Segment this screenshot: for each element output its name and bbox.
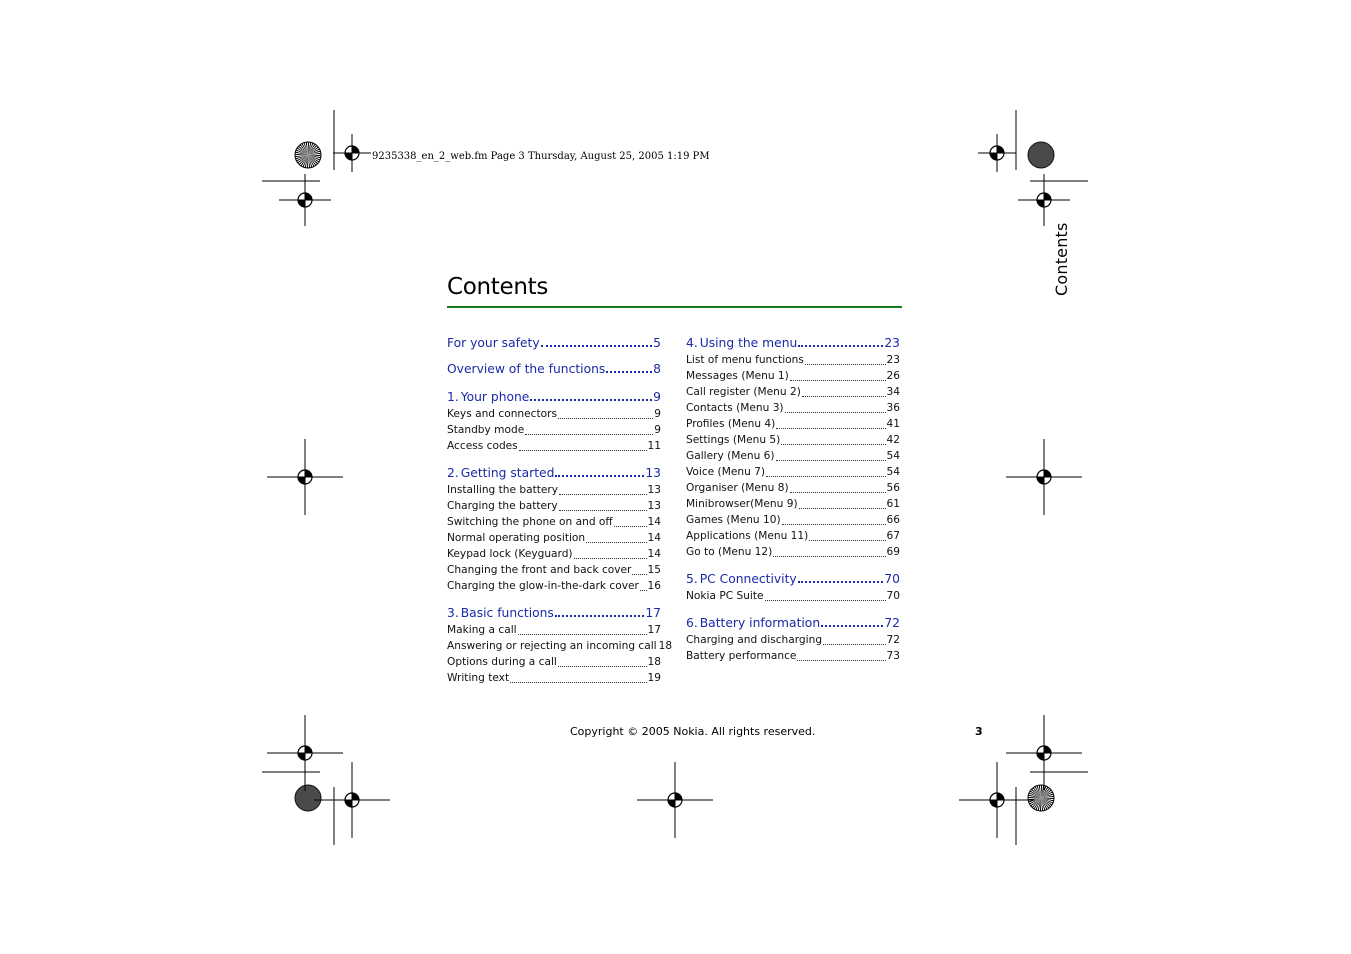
toc-entry-page: 18 — [647, 656, 661, 668]
toc-entry-title: Call register (Menu 2) — [686, 386, 801, 398]
toc-entry-page: 16 — [647, 580, 661, 592]
toc-entry-title: Answering or rejecting an incoming call — [447, 640, 657, 652]
toc-entry-link[interactable] — [447, 514, 661, 530]
toc-entry-link[interactable] — [447, 406, 661, 422]
toc-entry-link[interactable] — [686, 648, 900, 664]
toc-dot-leader — [555, 615, 645, 617]
toc-chapter-page: 8 — [653, 362, 661, 376]
toc-entry-page: 9 — [654, 424, 661, 436]
toc-section — [686, 614, 900, 664]
toc-chapter-page: 17 — [645, 606, 661, 620]
registration-crosshair-icon — [267, 715, 343, 791]
toc-entry-title: Switching the phone on and off — [447, 516, 613, 528]
toc-dot-leader — [541, 345, 653, 347]
toc-dot-leader — [559, 494, 646, 495]
toc-dot-leader — [790, 380, 886, 381]
toc-entry-link[interactable] — [686, 588, 900, 604]
toc-entry-title: Organiser (Menu 8) — [686, 482, 789, 494]
page-title: Contents — [447, 274, 549, 300]
toc-entry-title: Keypad lock (Keyguard) — [447, 548, 573, 560]
toc-chapter-number: 3. — [447, 606, 459, 620]
toc-entry-link[interactable] — [686, 352, 900, 368]
registration-crosshair-icon — [978, 134, 1016, 172]
toc-entry-page: 42 — [886, 434, 900, 446]
toc-dot-leader — [781, 444, 885, 445]
toc-entry-page: 18 — [658, 640, 673, 652]
registration-crosshair-icon — [637, 762, 713, 838]
toc-entry-title: Changing the front and back cover — [447, 564, 632, 576]
registration-crosshair-icon — [959, 762, 1035, 838]
toc-entry-page: 13 — [647, 484, 661, 496]
toc-dot-leader — [640, 590, 647, 591]
toc-section — [447, 388, 661, 454]
registration-crosshair-icon — [314, 762, 390, 838]
toc-entry-title: Charging the battery — [447, 500, 558, 512]
toc-entry-link[interactable] — [686, 432, 900, 448]
toc-entry-page: 72 — [886, 634, 900, 646]
toc-dot-leader — [559, 510, 647, 511]
page-number: 3 — [975, 725, 983, 738]
toc-entry-title: Charging the glow-in-the-dark cover — [447, 580, 639, 592]
toc-entry-title: Contacts (Menu 3) — [686, 402, 784, 414]
toc-dot-leader — [586, 542, 646, 543]
toc-chapter-link[interactable] — [447, 360, 661, 378]
toc-entry-title: Minibrowser(Menu 9) — [686, 498, 798, 510]
toc-dot-leader — [606, 371, 652, 373]
toc-dot-leader — [574, 558, 647, 559]
toc-entry-page: 14 — [647, 532, 661, 544]
toc-entry-title: Games (Menu 10) — [686, 514, 781, 526]
copyright-notice: Copyright © 2005 Nokia. All rights reserved. — [570, 725, 816, 738]
registration-gray-dot-icon — [295, 785, 321, 811]
toc-dot-leader — [525, 434, 653, 435]
toc-entry-page: 23 — [886, 354, 900, 366]
toc-entry-link[interactable] — [447, 482, 661, 498]
toc-entry-title: Options during a call — [447, 656, 557, 668]
toc-entry-link[interactable] — [447, 670, 661, 686]
toc-dot-leader — [798, 581, 884, 583]
toc-entry-link[interactable] — [686, 448, 900, 464]
registration-crosshair-icon — [1006, 715, 1082, 791]
toc-entry-link[interactable] — [686, 400, 900, 416]
toc-section — [447, 360, 661, 378]
toc-entry-page: 13 — [647, 500, 661, 512]
toc-entry-page: 14 — [647, 548, 661, 560]
toc-entry-link[interactable] — [447, 530, 661, 546]
toc-entry-title: Profiles (Menu 4) — [686, 418, 776, 430]
registration-crosshair-icon — [333, 134, 371, 172]
toc-entry-title: Voice (Menu 7) — [686, 466, 766, 478]
registration-crosshair-icon — [279, 174, 331, 226]
toc-entry-title: Nokia PC Suite — [686, 590, 764, 602]
toc-chapter-number: 6. — [686, 616, 698, 630]
side-tab-label: Contents — [1052, 222, 1071, 296]
toc-dot-leader — [518, 634, 647, 635]
toc-entry-page: 34 — [886, 386, 900, 398]
toc-chapter-title: Overview of the functions — [447, 362, 606, 376]
toc-chapter-number: 1. — [447, 390, 459, 404]
toc-dot-leader — [809, 540, 885, 541]
registration-starburst-icon — [1028, 785, 1054, 811]
toc-chapter-page: 72 — [884, 616, 900, 630]
toc-dot-leader — [782, 524, 886, 525]
toc-entry-link[interactable] — [686, 464, 900, 480]
toc-dot-leader — [785, 412, 886, 413]
toc-entry-title: Keys and connectors — [447, 408, 557, 420]
toc-dot-leader — [632, 574, 646, 575]
toc-entry-page: 73 — [886, 650, 900, 662]
toc-entry-link[interactable] — [686, 496, 900, 512]
toc-chapter-page: 13 — [645, 466, 661, 480]
toc-dot-leader — [519, 450, 647, 451]
toc-dot-leader — [776, 460, 886, 461]
toc-dot-leader — [821, 625, 883, 627]
toc-dot-leader — [823, 644, 885, 645]
toc-dot-leader — [555, 475, 644, 477]
toc-entry-title: Making a call — [447, 624, 517, 636]
toc-entry-link[interactable] — [686, 384, 900, 400]
toc-chapter-link[interactable] — [686, 570, 900, 588]
toc-entry-link[interactable] — [686, 512, 900, 528]
registration-starburst-icon — [295, 142, 321, 168]
toc-entry-title: Installing the battery — [447, 484, 559, 496]
toc-chapter-number: 5. — [686, 572, 698, 586]
toc-gap — [447, 594, 661, 604]
toc-entry-link[interactable] — [447, 422, 661, 438]
toc-dot-leader — [799, 508, 886, 509]
toc-dot-leader — [765, 600, 886, 601]
toc-chapter-link[interactable] — [447, 334, 661, 352]
toc-entry-title: Messages (Menu 1) — [686, 370, 789, 382]
toc-right-column — [686, 334, 900, 664]
toc-chapter-page: 70 — [884, 572, 900, 586]
toc-chapter-link[interactable] — [447, 388, 661, 406]
toc-gap — [447, 378, 661, 388]
toc-entry-link[interactable] — [686, 416, 900, 432]
toc-chapter-page: 23 — [884, 336, 900, 350]
toc-dot-leader — [558, 418, 653, 419]
toc-entry-link[interactable] — [447, 562, 661, 578]
toc-entry-page: 54 — [886, 466, 900, 478]
toc-dot-leader — [510, 682, 646, 683]
toc-entry-page: 11 — [647, 440, 661, 452]
toc-entry-page: 17 — [647, 624, 661, 636]
toc-entry-title: Access codes — [447, 440, 518, 452]
toc-gap — [447, 352, 661, 360]
toc-section — [447, 604, 673, 686]
toc-entry-title: Charging and discharging — [686, 634, 823, 646]
toc-section — [447, 334, 661, 352]
toc-gap — [686, 560, 900, 570]
toc-entry-title: Normal operating position — [447, 532, 586, 544]
title-rule — [447, 306, 902, 308]
toc-dot-leader — [766, 476, 885, 477]
toc-entry-page: 56 — [886, 482, 900, 494]
toc-entry-page: 54 — [886, 450, 900, 462]
toc-dot-leader — [773, 556, 885, 557]
toc-entry-link[interactable] — [686, 544, 900, 560]
toc-entry-title: Battery performance — [686, 650, 797, 662]
toc-entry-page: 19 — [647, 672, 661, 684]
toc-entry-title: Applications (Menu 11) — [686, 530, 809, 542]
registration-crosshair-icon — [267, 439, 343, 515]
toc-entry-page: 9 — [654, 408, 661, 420]
toc-entry-link[interactable] — [447, 638, 673, 654]
toc-entry-title: Settings (Menu 5) — [686, 434, 781, 446]
toc-entry-page: 15 — [647, 564, 661, 576]
toc-chapter-title: Your phone — [460, 390, 530, 404]
toc-entry-page: 67 — [886, 530, 900, 542]
toc-entry-page: 41 — [886, 418, 900, 430]
toc-chapter-link[interactable] — [447, 604, 661, 622]
toc-entry-link[interactable] — [686, 632, 900, 648]
toc-chapter-page: 5 — [653, 336, 661, 350]
toc-chapter-link[interactable] — [686, 334, 900, 352]
toc-dot-leader — [798, 345, 883, 347]
toc-entry-title: Standby mode — [447, 424, 525, 436]
toc-dot-leader — [797, 660, 885, 661]
toc-entry-link[interactable] — [686, 528, 900, 544]
toc-left-column — [447, 334, 673, 686]
framemaker-header-line: 9235338_en_2_web.fm Page 3 Thursday, August 25, 2005 1:19 PM — [372, 151, 710, 162]
toc-chapter-number: 4. — [686, 336, 698, 350]
toc-entry-link[interactable] — [447, 654, 661, 670]
registration-crosshair-icon — [1006, 439, 1082, 515]
registration-gray-dot-icon — [1028, 142, 1054, 168]
toc-dot-leader — [790, 492, 886, 493]
toc-entry-link[interactable] — [686, 368, 900, 384]
toc-entry-title: Writing text — [447, 672, 510, 684]
toc-entry-link[interactable] — [447, 578, 661, 594]
toc-section — [686, 334, 900, 560]
toc-entry-title: List of menu functions — [686, 354, 804, 366]
toc-chapter-title: PC Connectivity — [699, 572, 797, 586]
toc-chapter-title: Basic functions — [460, 606, 554, 620]
toc-entry-page: 26 — [886, 370, 900, 382]
toc-chapter-title: Getting started — [460, 466, 555, 480]
toc-chapter-title: For your safety — [447, 336, 540, 350]
toc-chapter-number: 2. — [447, 466, 459, 480]
toc-entry-link[interactable] — [447, 622, 661, 638]
toc-gap — [686, 604, 900, 614]
registration-crosshair-icon — [1018, 174, 1070, 226]
toc-entry-page: 66 — [886, 514, 900, 526]
toc-dot-leader — [805, 364, 886, 365]
toc-dot-leader — [776, 428, 885, 429]
toc-dot-leader — [802, 396, 886, 397]
toc-dot-leader — [530, 399, 652, 401]
toc-entry-link[interactable] — [447, 498, 661, 514]
toc-entry-link[interactable] — [686, 480, 900, 496]
toc-section — [447, 464, 661, 594]
toc-chapter-title: Using the menu — [699, 336, 798, 350]
toc-entry-page: 61 — [886, 498, 900, 510]
toc-gap — [447, 454, 661, 464]
toc-chapter-link[interactable] — [686, 614, 900, 632]
toc-entry-title: Go to (Menu 12) — [686, 546, 773, 558]
toc-entry-page: 70 — [886, 590, 900, 602]
toc-dot-leader — [614, 526, 647, 527]
toc-chapter-link[interactable] — [447, 464, 661, 482]
toc-entry-page: 14 — [647, 516, 661, 528]
toc-entry-link[interactable] — [447, 546, 661, 562]
toc-entry-page: 36 — [886, 402, 900, 414]
toc-entry-title: Gallery (Menu 6) — [686, 450, 775, 462]
toc-chapter-page: 9 — [653, 390, 661, 404]
toc-entry-link[interactable] — [447, 438, 661, 454]
toc-entry-page: 69 — [886, 546, 900, 558]
toc-section — [686, 570, 900, 604]
toc-chapter-title: Battery information — [699, 616, 821, 630]
toc-dot-leader — [558, 666, 647, 667]
